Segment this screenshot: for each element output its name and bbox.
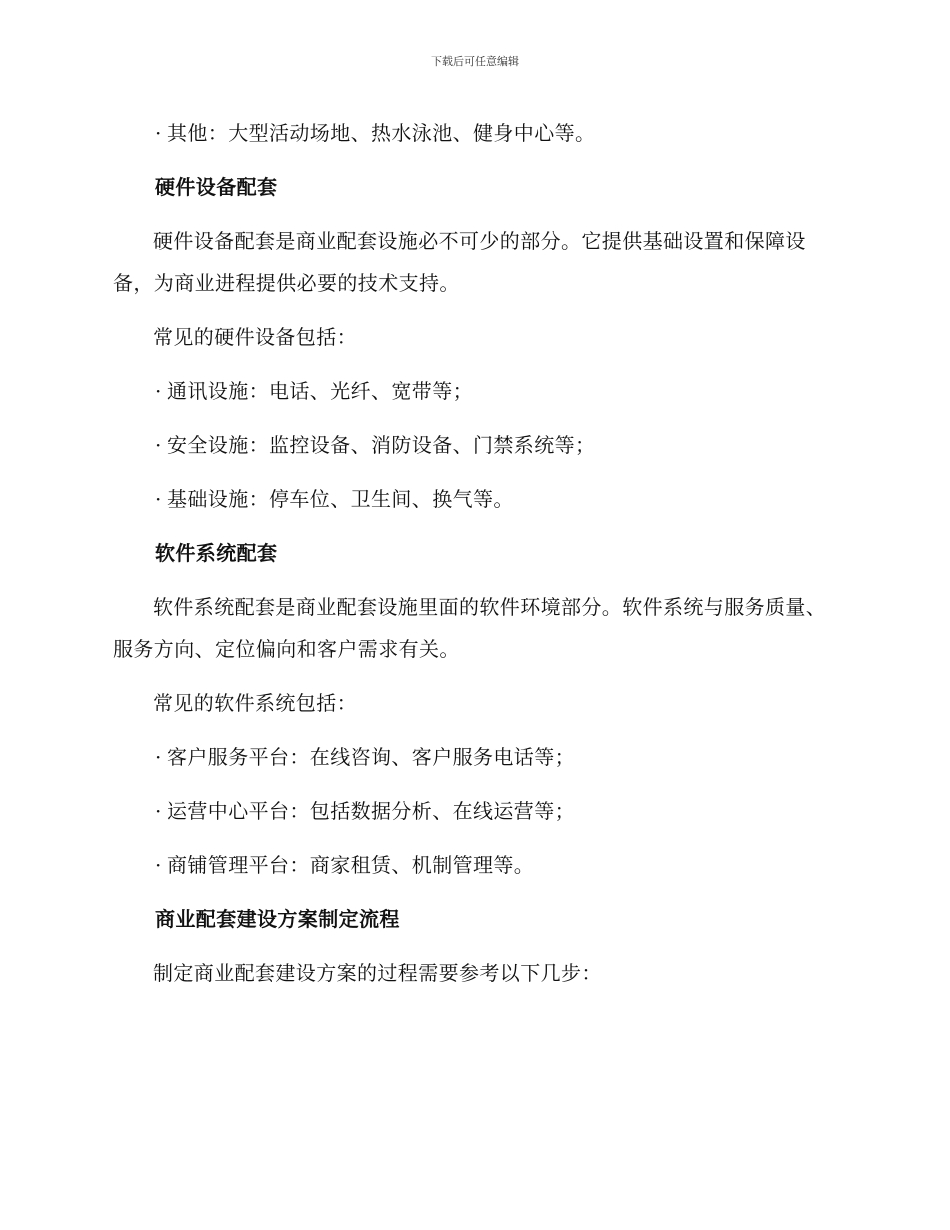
document-body xyxy=(113,112,835,1006)
bullet-dot: · xyxy=(155,433,162,457)
bullet-text: 运营中心平台：包括数据分析、在线运营等； xyxy=(167,799,575,823)
bullet-store-management xyxy=(113,844,835,886)
paragraph-planning-steps-intro: 制定商业配套建设方案的过程需要参考以下几步： xyxy=(153,961,602,985)
paragraph-hardware-list-intro: 常见的硬件设备包括： xyxy=(153,325,357,349)
bullet-customer-service xyxy=(113,736,835,778)
bullet-other-facilities xyxy=(113,112,835,154)
heading-planning-process: 商业配套建设方案制定流程 xyxy=(155,907,400,931)
bullet-text: 基础设施：停车位、卫生间、换气等。 xyxy=(167,487,514,511)
paragraph-hardware-intro: 硬件设备配套是商业配套设施必不可少的部分。它提供基础设置和保障设备，为商业进程提供必要的技术支持。 xyxy=(113,229,806,295)
bullet-operations-center xyxy=(113,790,835,832)
page-header: 下载后可任意编辑 xyxy=(431,55,519,68)
bullet-infrastructure xyxy=(113,478,835,520)
bullet-text: 安全设施：监控设备、消防设备、门禁系统等； xyxy=(167,433,596,457)
heading-software: 软件系统配套 xyxy=(155,541,278,565)
bullet-dot: · xyxy=(155,745,162,769)
heading-hardware: 硬件设备配套 xyxy=(155,175,278,199)
bullet-dot: · xyxy=(155,379,162,403)
bullet-text: 客户服务平台：在线咨询、客户服务电话等； xyxy=(167,745,575,769)
bullet-dot: · xyxy=(155,853,162,877)
bullet-text: 通讯设施：电话、光纤、宽带等； xyxy=(167,379,473,403)
bullet-dot: · xyxy=(155,799,162,823)
paragraph-software-list-intro: 常见的软件系统包括： xyxy=(153,691,357,715)
bullet-communication xyxy=(113,370,835,412)
paragraph-software-intro: 软件系统配套是商业配套设施里面的软件环境部分。软件系统与服务质量、服务方向、定位偏向和客户需求有关。 xyxy=(113,595,827,661)
bullet-security xyxy=(113,424,835,466)
bullet-text: 其他：大型活动场地、热水泳池、健身中心等。 xyxy=(167,121,596,145)
bullet-dot: · xyxy=(155,121,162,145)
bullet-text: 商铺管理平台：商家租赁、机制管理等。 xyxy=(167,853,535,877)
bullet-dot: · xyxy=(155,487,162,511)
